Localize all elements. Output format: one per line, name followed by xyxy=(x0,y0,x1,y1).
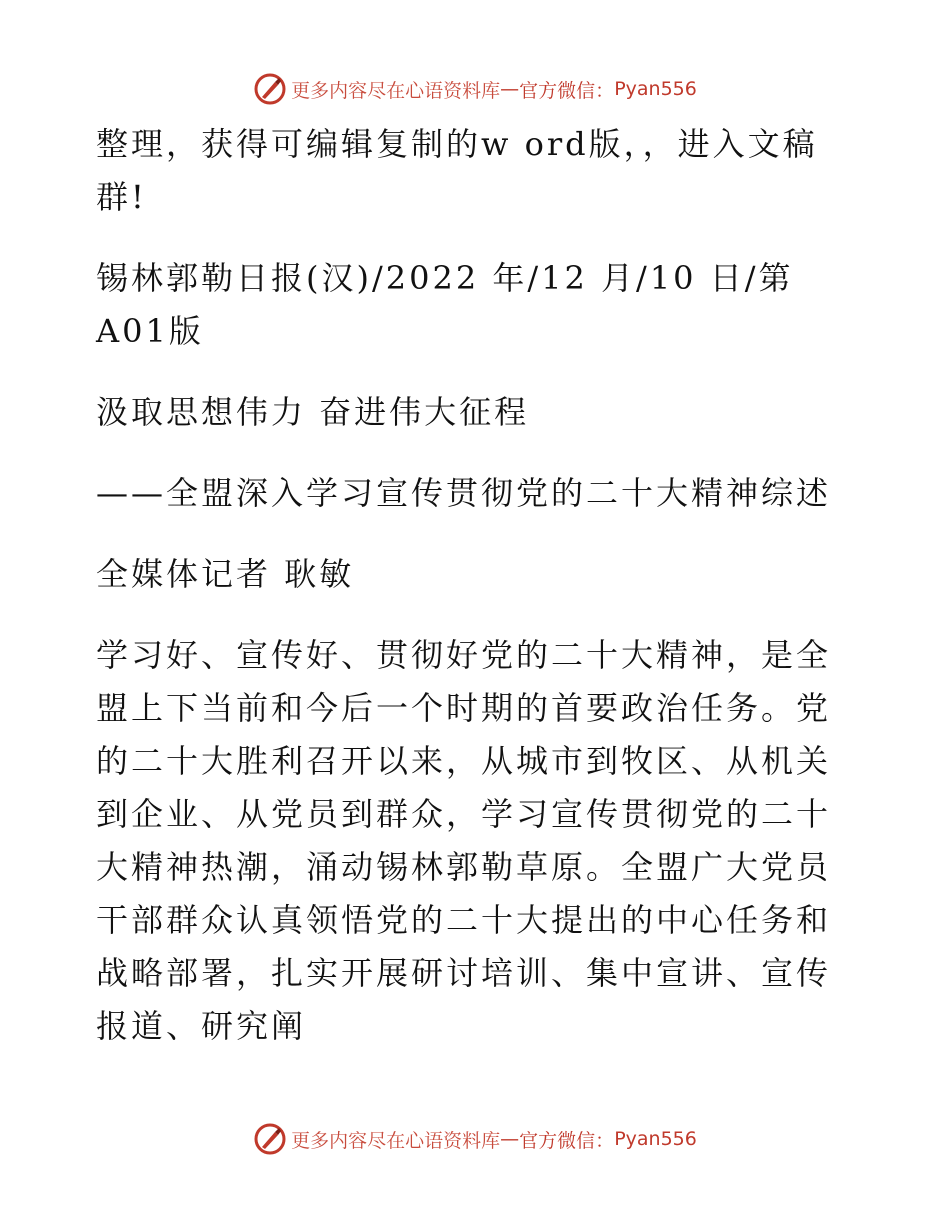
article-subtitle: ——全盟深入学习宣传贯彻党的二十大精神综述 xyxy=(96,474,832,512)
article-title: 汲取思想伟力 奋进伟大征程 xyxy=(96,393,530,431)
watermark-wechat-label: 官方微信： xyxy=(519,79,615,102)
body-paragraph: 学习好、宣传好、贯彻好党的二十大精神，是全盟上下当前和今后一个时期的首要政治任务。党的二十大胜利召开以来，从城市到牧区、从机关到企业、从党员到群众，学习宣传贯彻党的二十大精神热潮，涌动锡林郭勒草原。全盟广大党员干部群众认真领悟党的二十大提出的中心任务和战略部署，扎实开展研讨培训、集中宣讲、宣传报道、研究阐 xyxy=(96,636,832,1045)
source-line: 锡林郭勒日报(汉)/2022 年/12 月/10 日/第 A01版 xyxy=(96,259,794,350)
footer-watermark xyxy=(0,1122,950,1156)
pen-logo-icon xyxy=(253,72,287,106)
document-body xyxy=(96,118,852,1053)
watermark-main-text: 更多内容尽在心语资料库 xyxy=(291,1129,501,1152)
watermark-separator: — xyxy=(500,78,520,100)
watermark-account: Pyan556 xyxy=(614,1128,697,1150)
watermark-account: Pyan556 xyxy=(614,78,697,100)
watermark-separator: — xyxy=(500,1128,520,1150)
watermark-wechat-label: 官方微信： xyxy=(519,1129,615,1152)
intro-line: 整理，获得可编辑复制的w ord版，，进入文稿群! xyxy=(96,125,818,216)
byline: 全媒体记者 耿敏 xyxy=(96,555,355,593)
pen-logo-icon xyxy=(253,1122,287,1156)
header-watermark xyxy=(0,72,950,106)
watermark-main-text: 更多内容尽在心语资料库 xyxy=(291,79,501,102)
